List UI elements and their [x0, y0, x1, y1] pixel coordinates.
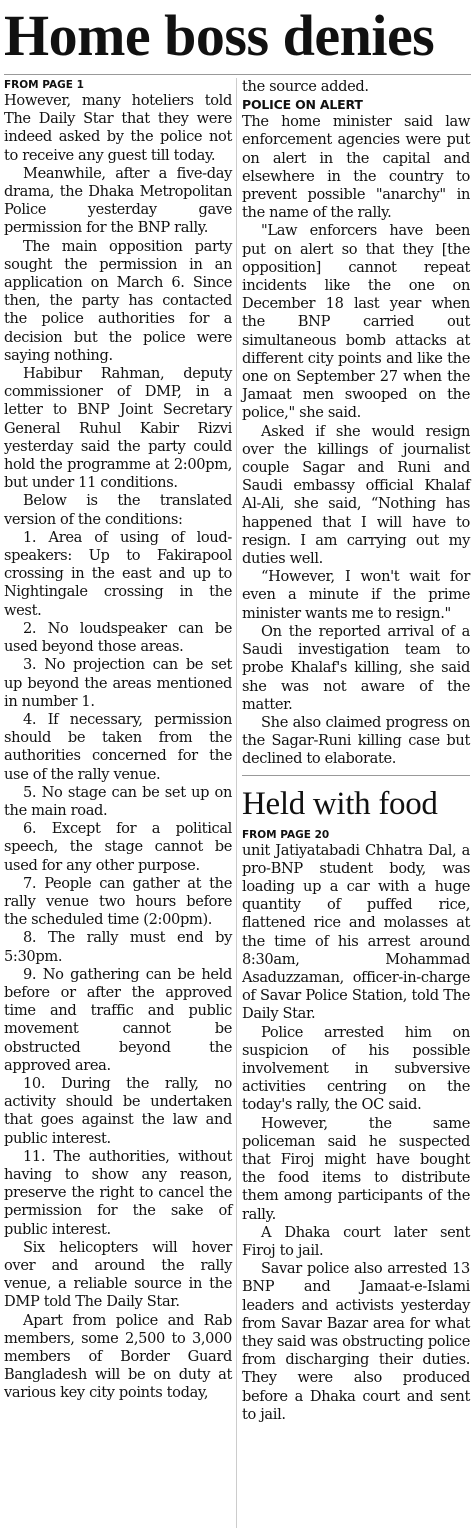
paragraph: Apart from police and Rab members, some 2,500 to 3,000 members of Border Guard Bangladesh will be on duty at various key city points today, — [4, 1311, 232, 1402]
column-divider — [236, 78, 237, 1528]
paragraph: Habibur Rahman, deputy commissioner of DMP, in a letter to BNP Joint Secretary General Ruhul Kabir Rizvi yesterday said the party could hold the programme at 2:00pm, but under 11 conditions. — [4, 365, 232, 492]
condition-item: 3. No projection can be set up beyond the areas mentioned in number 1. — [4, 656, 232, 710]
paragraph: She also claimed progress on the Sagar-Runi killing case but declined to elaborate. — [242, 713, 470, 768]
kicker-from-page-20: FROM PAGE 20 — [242, 828, 330, 841]
left-column — [4, 78, 232, 1403]
condition-item: 1. Area of using of loud-speakers: Up to Fakirapool crossing in the east and up to Nightingale crossing in the west. — [4, 528, 232, 619]
subhead-police-on-alert: POLICE ON ALERT — [242, 97, 363, 113]
headline-rule — [4, 74, 471, 75]
paragraph: unit Jatiyatabadi Chhatra Dal, a pro-BNP student body, was loading up a car with a huge quantity of puffed rice, flattened rice and molasses at the time of his arrest around 8:30am, Mohammad Asaduzzaman, officer-in-charge of Savar Police Station, told The Daily Star. — [242, 841, 470, 1023]
condition-item: 4. If necessary, permission should be taken from the authorities concerned for the use of the rally venue. — [4, 710, 232, 783]
kicker-from-page-1: FROM PAGE 1 — [4, 79, 84, 91]
paragraph: However, the same policeman said he suspected that Firoj might have bought the food items to distribute them among participants of the rally. — [242, 1114, 470, 1223]
headline: Home boss denies — [4, 3, 435, 68]
condition-item: 9. No gathering can be held before or after the approved time and traffic and public movement cannot be obstructed beyond the approved area. — [4, 965, 232, 1074]
paragraph: Six helicopters will hover over and around the rally venue, a reliable source in the DMP told The Daily Star. — [4, 1238, 232, 1311]
condition-item: 8. The rally must end by 5:30pm. — [4, 929, 232, 965]
condition-item: 6. Except for a political speech, the stage cannot be used for any other purpose. — [4, 820, 232, 874]
second-story-title: Held with food — [242, 785, 438, 822]
paragraph: Asked if she would resign over the killings of journalist couple Sagar and Runi and Saudi embassy official Khalaf Al-Ali, she said, “Nothing has happened that I will have to resign. I am carrying out my duties well. — [242, 422, 470, 568]
right-column — [242, 78, 470, 1424]
paragraph: However, many hoteliers told The Daily Star that they were indeed asked by the police not to receive any guest till today. — [4, 92, 232, 164]
paragraph: A Dhaka court later sent Firoj to jail. — [242, 1223, 470, 1259]
condition-item: 10. During the rally, no activity should be undertaken that goes against the law and public interest. — [4, 1074, 232, 1147]
paragraph: The main opposition party sought the permission in an application on March 6. Since then, the party has contacted the police authorities for a decision but the police were saying nothing. — [4, 237, 232, 364]
paragraph: Police arrested him on suspicion of his possible involvement in subversive activities centring on the today's rally, the OC said. — [242, 1023, 470, 1114]
story-rule — [242, 775, 470, 776]
condition-item: 5. No stage can be set up on the main road. — [4, 783, 232, 819]
paragraph: The home minister said law enforcement agencies were put on alert in the capital and elsewhere in the country to prevent possible "anarchy" in the name of the rally. — [242, 113, 470, 222]
condition-item: 11. The authorities, without having to show any reason, preserve the right to cancel the permission for the sake of public interest. — [4, 1147, 232, 1238]
condition-item: 2. No loudspeaker can be used beyond those areas. — [4, 619, 232, 656]
lead-in: the source added. — [242, 78, 369, 95]
condition-item: 7. People can gather at the rally venue two hours before the scheduled time (2:00pm). — [4, 874, 232, 929]
paragraph: Meanwhile, after a five-day drama, the Dhaka Metropolitan Police yesterday gave permission for the BNP rally. — [4, 164, 232, 237]
paragraph: On the reported arrival of a Saudi investigation team to probe Khalaf's killing, she said she was not aware of the matter. — [242, 622, 470, 713]
paragraph: Below is the translated version of the conditions: — [4, 492, 232, 528]
paragraph: Savar police also arrested 13 BNP and Jamaat-e-Islami leaders and activists yesterday from Savar Bazar area for what they said was obstructing police from discharging their duties. They were also produced before a Dhaka court and sent to jail. — [242, 1260, 470, 1423]
paragraph: “However, I won't wait for even a minute if the prime minister wants me to resign." — [242, 568, 470, 622]
paragraph: "Law enforcers have been put on alert so that they [the opposition] cannot repeat incidents like the one on December 18 last year when the BNP carried out simultaneous bomb attacks at different city points and like the one on September 27 when the Jamaat men swooped on the police," she said. — [242, 222, 470, 422]
